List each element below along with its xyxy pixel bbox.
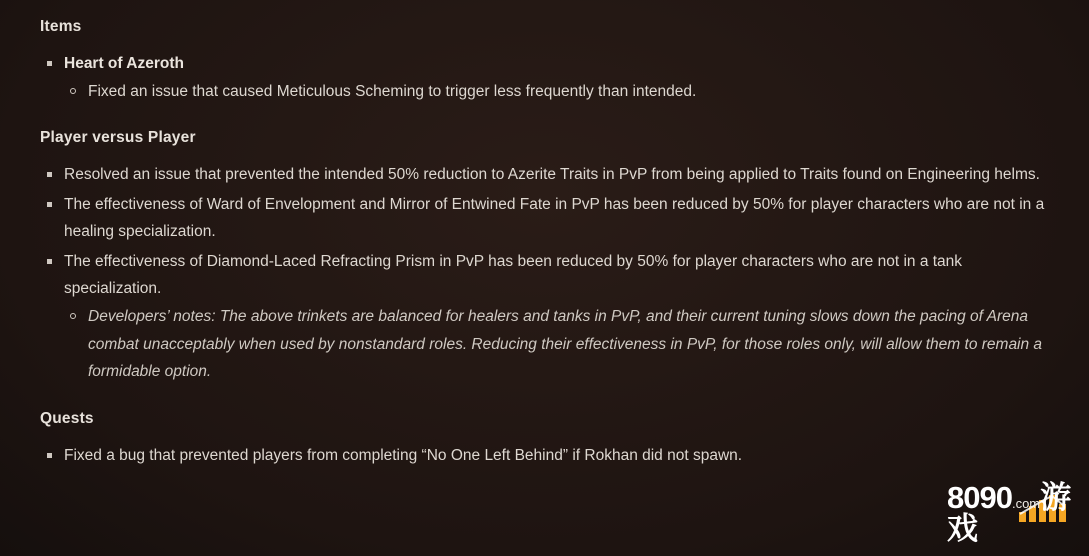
list-item <box>40 161 1049 189</box>
list-item-text: Heart of Azeroth <box>64 55 184 72</box>
list-item <box>40 191 1049 246</box>
watermark-text <box>947 482 1075 544</box>
items-list <box>40 50 1049 105</box>
list-item-text: Resolved an issue that prevented the intended 50% reduction to Azerite Traits in PvP from being applied to Traits found on Engineering helms. <box>64 166 1040 184</box>
list-item-text: The effectiveness of Ward of Envelopment and Mirror of Entwined Fate in PvP has been reduced by 50% for player characters who are not in a healing specialization. <box>64 195 1045 241</box>
watermark-brand: 8090 <box>947 480 1012 515</box>
list-item <box>40 442 1049 470</box>
developers-note-text: Developers’ notes: The above trinkets are balanced for healers and tanks in PvP, and their current tuning slows down the pacing of Arena combat unacceptably when used by nonstandard roles. Reducing their effectiveness in PvP, for those roles only, will allow them to remain a formidable option. <box>88 308 1043 381</box>
watermark-suffix: .com <box>1011 496 1041 511</box>
list-item <box>40 248 1049 386</box>
sub-list <box>64 78 1049 106</box>
section-heading-pvp: Player versus Player <box>40 129 196 147</box>
list-item-text: The effectiveness of Diamond-Laced Refracting Prism in PvP has been reduced by 50% for player characters who are not in a tank specialization. <box>64 252 963 298</box>
quests-list <box>40 442 1049 470</box>
site-watermark <box>947 480 1075 550</box>
section-heading-quests: Quests <box>40 409 94 427</box>
sub-list-item <box>64 303 1049 386</box>
list-item-text: Fixed a bug that prevented players from completing “No One Left Behind” if Rokhan did not spawn. <box>64 446 743 464</box>
section-heading-items: Items <box>40 18 82 35</box>
pvp-list <box>40 161 1049 386</box>
sub-list-item-text: Fixed an issue that caused Meticulous Scheming to trigger less frequently than intended. <box>88 82 697 100</box>
sub-list <box>64 303 1049 386</box>
sub-list-item <box>64 78 1049 106</box>
watermark-label: 游戏 <box>947 480 1071 546</box>
list-item <box>40 50 1049 105</box>
